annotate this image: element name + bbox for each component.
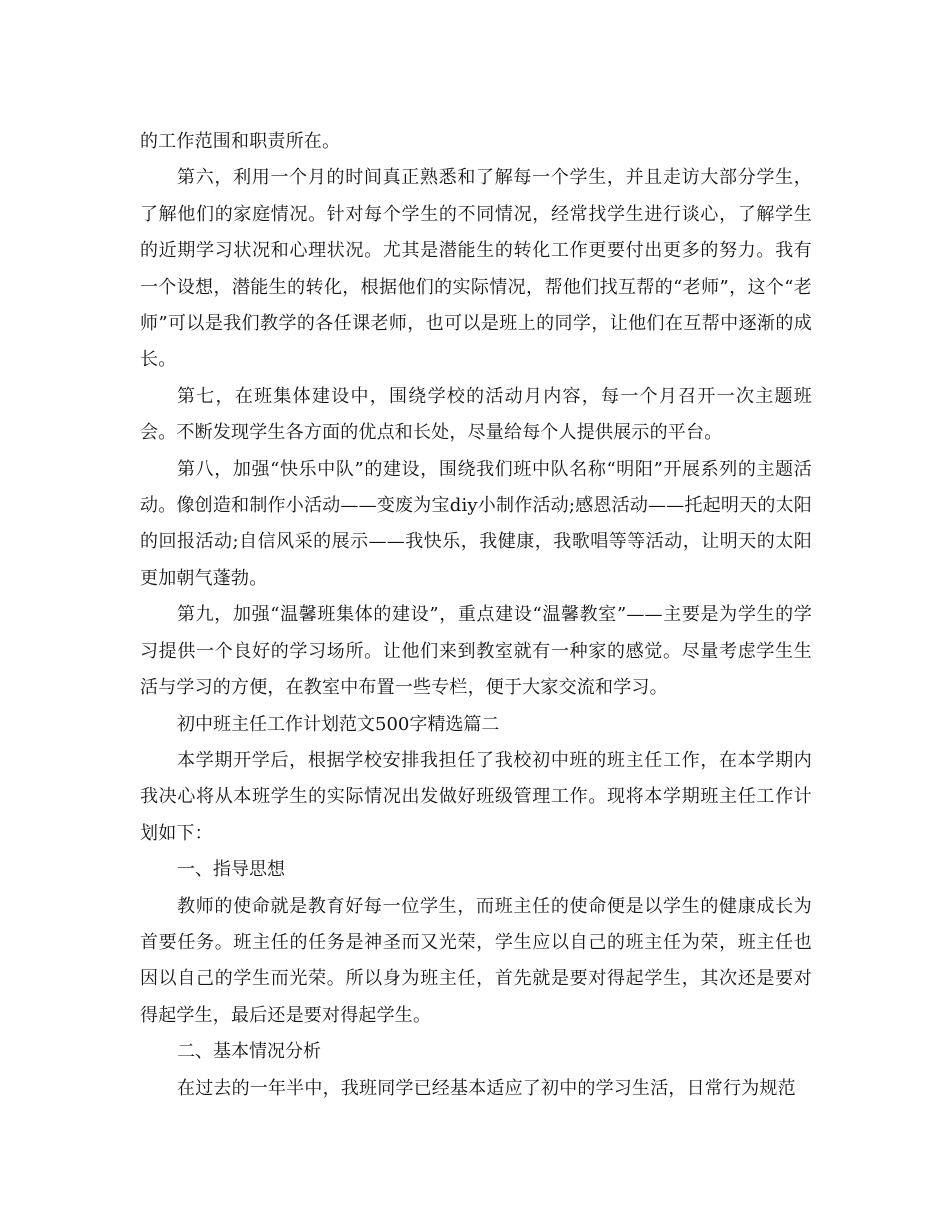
heading-guiding-ideology: 一、指导思想 <box>177 859 285 881</box>
paragraph-item-nine: 第九，加强“温馨班集体的建设”，重点建设“温馨教室”——主要是为学生的学习提供一个良好的学习场所。让他们来到教室就有一种家的感觉。尽量考虑学生生活与学习的方便，在教室中布置一些专栏，便于大家交流和学习。 <box>140 604 812 699</box>
paragraph-situation-analysis: 在过去的一年半中，我班同学已经基本适应了初中的学习生活，日常行为规范 <box>177 1077 796 1099</box>
paragraph-introduction: 本学期开学后，根据学校安排我担任了我校初中班的班主任工作，在本学期内我决心将从本班学生的实际情况出发做好班级管理工作。现将本学期班主任工作计划如下： <box>140 749 812 844</box>
document-body <box>140 124 812 1107</box>
heading-situation-analysis: 二、基本情况分析 <box>177 1041 321 1063</box>
section-title-part-two: 初中班主任工作计划范文500字精选篇二 <box>177 713 500 735</box>
paragraph-item-eight: 第八，加强“快乐中队”的建设，围绕我们班中队名称“明阳”开展系列的主题活动。像创造和制作小活动——变废为宝diy小制作活动;感恩活动——托起明天的太阳的回报活动;自信风采的展示——我快乐，我健康，我歌唱等等活动，让明天的太阳更加朝气蓬勃。 <box>140 458 812 589</box>
paragraph-item-seven: 第七，在班集体建设中，围绕学校的活动月内容，每一个月召开一次主题班会。不断发现学生各方面的优点和长处，尽量给每个人提供展示的平台。 <box>140 385 812 444</box>
paragraph-guiding-ideology: 教师的使命就是教育好每一位学生，而班主任的使命便是以学生的健康成长为首要任务。班主任的任务是神圣而又光荣，学生应以自己的班主任为荣，班主任也因以自己的学生而光荣。所以身为班主任，首先就是要对得起学生，其次还是要对得起学生，最后还是要对得起学生。 <box>140 895 812 1026</box>
paragraph-item-six: 第六，利用一个月的时间真正熟悉和了解每一个学生，并且走访大部分学生，了解他们的家庭情况。针对每个学生的不同情况，经常找学生进行谈心，了解学生的近期学习状况和心理状况。尤其是潜能生的转化工作更要付出更多的努力。我有一个设想，潜能生的转化，根据他们的实际情况，帮他们找互帮的“老师”，这个“老师”可以是我们教学的各任课老师，也可以是班上的同学，让他们在互帮中逐渐的成长。 <box>140 167 812 371</box>
paragraph-continuation: 的工作范围和职责所在。 <box>140 131 341 152</box>
